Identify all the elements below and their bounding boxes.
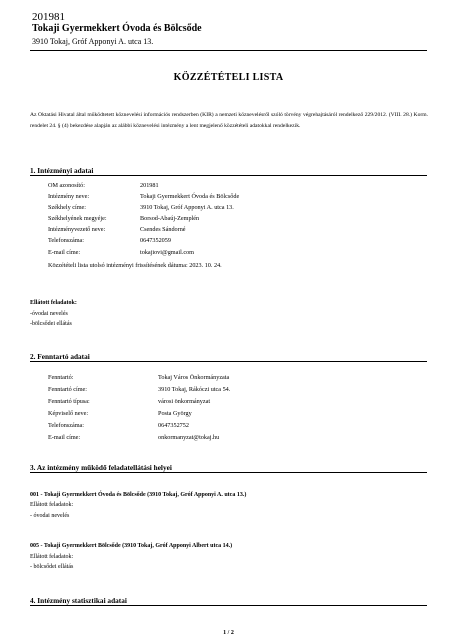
s1-value-email[interactable]: tokajiovi@gmail.com: [140, 249, 194, 256]
s1-value-om: 201981: [140, 182, 159, 189]
section2-title: 2. Fenntartó adatai: [30, 352, 90, 361]
document-title: KÖZZÉTÉTELI LISTA: [173, 72, 284, 83]
header-institution-name: Tokaji Gyermekkert Óvoda és Bölcsőde: [32, 23, 202, 34]
section4-divider: [30, 605, 427, 606]
s2-value-phone: 0647352752: [158, 422, 189, 429]
section4-title: 4. Intézmény statisztikai adatai: [30, 596, 127, 605]
s1-value-name: Tokaji Gyermekkert Óvoda és Bölcsőde: [140, 193, 240, 200]
s1-label-county: Székhelyének megyéje:: [48, 215, 107, 222]
site-005-task-item: - bölcsődei ellátás: [30, 564, 74, 570]
s2-value-type: városi önkormányzat: [158, 398, 211, 405]
tasks-item-nursery: -bölcsődei ellátás: [30, 321, 72, 327]
s2-value-address: 3910 Tokaj, Rákóczi utca 54.: [158, 386, 231, 393]
header-address: 3910 Tokaj, Gróf Apponyi A. utca 13.: [32, 37, 154, 46]
s1-value-phone: 0647352059: [140, 237, 171, 244]
s1-value-director: Csendes Sándorné: [140, 226, 186, 233]
tasks-item-kindergarten: -óvodai nevelés: [30, 311, 68, 317]
page-number: 1 / 2: [223, 630, 234, 636]
section3-divider: [30, 472, 427, 473]
section2-divider: [30, 361, 427, 362]
s1-label-om: OM azonosító:: [48, 182, 85, 189]
s2-label-representative: Képviselő neve:: [48, 410, 89, 417]
s1-label-phone: Telefonszáma:: [48, 237, 84, 244]
section1-divider: [30, 175, 427, 176]
site-001-heading: 001 - Tokaji Gyermekkert Óvoda és Bölcsőde (3910 Tokaj, Gróf Apponyi A. utca 13.): [30, 492, 247, 498]
header-divider: [30, 50, 427, 51]
s2-value-maintainer: Tokaj Város Önkormányzata: [158, 374, 230, 381]
s2-label-address: Fenntartó címe:: [48, 386, 88, 393]
site-005-tasks-label: Ellátott feladatok:: [30, 554, 74, 560]
site-005-heading: 005 - Tokaji Gyermekkert Bölcsőde (3910 Tokaj, Gróf Apponyi Albert utca 14.): [30, 543, 233, 549]
s2-label-type: Fenntartó típusa:: [48, 398, 90, 405]
section1-title: 1. Intézményi adatai: [30, 166, 94, 175]
intro-paragraph: Az Oktatási Hivatal által működtetett köznevelési információs rendszerben (KIR) a nemzeti köznevelésről szóló törvény végrehajtásáról rendelkező 229/2012. (VIII. 28.) Korm. rendelet 24. § (4) bekezdése alapján az alábbi köznevelési intézmény a lent megjelenő közzétételi adatokkal rendelkezik.: [30, 112, 428, 129]
s2-value-email[interactable]: onkormanyzat@tokaj.hu: [158, 434, 220, 441]
s1-value-address: 3910 Tokaj, Gróf Apponyi A. utca 13.: [140, 204, 234, 211]
s1-update-note: Közzétételi lista utolsó intézményi frissítésének dátuma: 2023. 10. 24.: [48, 262, 222, 269]
s1-label-director: Intézményvezető neve:: [48, 226, 106, 233]
s2-label-email: E-mail címe:: [48, 434, 81, 441]
site-001-tasks-label: Ellátott feladatok:: [30, 502, 74, 508]
s1-value-county: Borsod-Abaúj-Zemplén: [140, 215, 200, 222]
s1-label-address: Székhely címe:: [48, 204, 86, 211]
section3-title: 3. Az intézmény működő feladatellátási helyei: [30, 463, 172, 472]
s2-value-representative: Posta György: [158, 410, 192, 417]
s1-label-name: Intézmény neve:: [48, 193, 90, 200]
site-001-task-item: - óvodai nevelés: [30, 513, 70, 519]
s2-label-maintainer: Fenntartó:: [48, 374, 74, 381]
header-code: 201981: [32, 11, 65, 23]
s2-label-phone: Telefonszáma:: [48, 422, 84, 429]
tasks-title: Ellátott feladatok:: [30, 300, 77, 306]
s1-label-email: E-mail címe:: [48, 249, 81, 256]
